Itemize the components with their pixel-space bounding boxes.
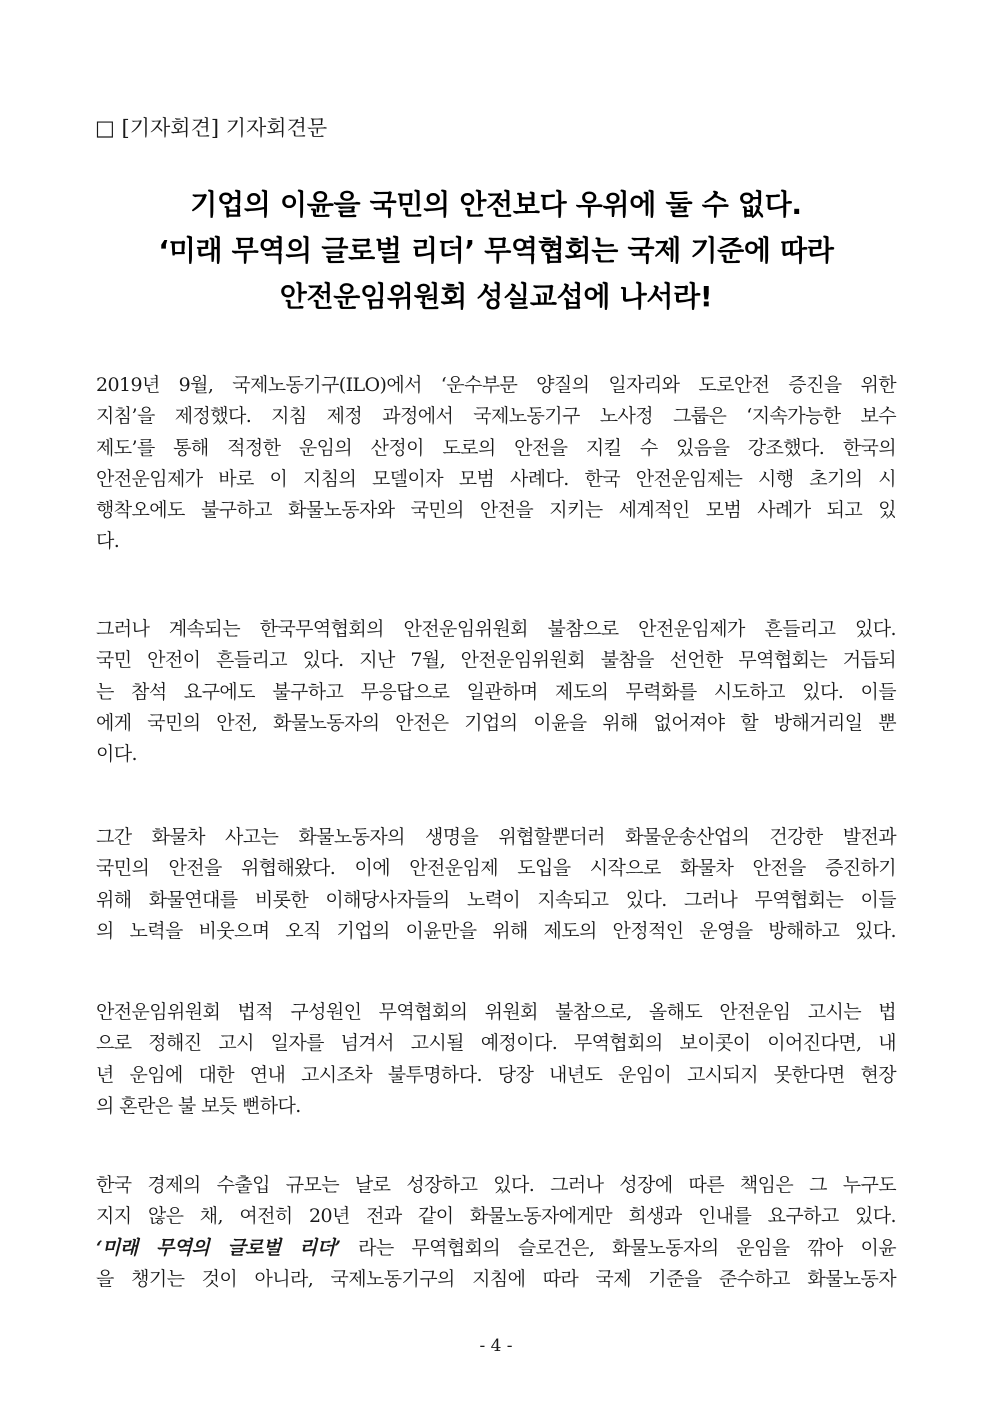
text-line: 2019년 9월, 국제노동기구(ILO)에서 ‘운수부문 양질의 일자리와 도로안전 증진을 위한 — [96, 374, 896, 396]
paragraph-5 — [96, 1170, 896, 1295]
text-line: 년 운임에 대한 연내 고시조차 불투명하다. 당장 내년도 운임이 고시되지 못한다면 현장 — [96, 1063, 896, 1086]
text-line: 국민의 안전을 위협해왔다. 이에 안전운임제 도입을 시작으로 화물차 안전을 증진하기 — [96, 857, 896, 880]
text-line: 그간 화물차 사고는 화물노동자의 생명을 위협할뿐더러 화물운송산업의 건강한 발전과 — [96, 826, 896, 848]
text-line: 그러나 계속되는 한국무역협회의 안전운임위원회 불참으로 안전운임제가 흔들리고 있다. — [96, 618, 896, 640]
document-title — [0, 182, 992, 320]
text-line: 위해 화물연대를 비롯한 이해당사자들의 노력이 지속되고 있다. 그러나 무역협회는 이들 — [96, 888, 896, 911]
title-line: 안전운임위원회 성실교섭에 나서라! — [279, 280, 713, 313]
text-line: 지지 않은 채, 여전히 20년 전과 같이 화물노동자에게만 희생과 인내를 요구하고 있다. — [96, 1205, 896, 1228]
paragraph-4 — [96, 997, 896, 1122]
paragraph-2 — [96, 614, 896, 770]
title-line: ‘미래 무역의 글로벌 리더’ 무역협회는 국제 기준에 따라 — [158, 234, 834, 267]
paragraph-3 — [96, 822, 896, 947]
title-line: 기업의 이윤을 국민의 안전보다 우위에 둘 수 없다. — [190, 188, 802, 221]
text-line: 지침’을 제정했다. 지침 제정 과정에서 국제노동기구 노사정 그룹은 ‘지속가능한 보수 — [96, 405, 896, 428]
page-number: - 4 - — [479, 1336, 513, 1356]
trade-association-slogan: ‘미래 무역의 글로벌 리더’ — [96, 1236, 341, 1259]
text-line: 다. — [96, 530, 120, 553]
text-line: 행착오에도 불구하고 화물노동자와 국민의 안전을 지키는 세계적인 모범 사례가 되고 있 — [96, 499, 896, 522]
text-line-with-slogan — [96, 1233, 896, 1264]
text-line: 는 참석 요구에도 불구하고 무응답으로 일관하며 제도의 무력화를 시도하고 있다. 이들 — [96, 680, 896, 703]
text-line: 의 노력을 비웃으며 오직 기업의 이윤만을 위해 제도의 안정적인 운영을 방해하고 있다. — [96, 919, 896, 942]
text-segment: 라는 무역협회의 슬로건은, 화물노동자의 운임을 깎아 이윤 — [340, 1236, 896, 1259]
text-line: 안전운임위원회 법적 구성원인 무역협회의 위원회 불참으로, 올해도 안전운임 고시는 법 — [96, 1001, 896, 1023]
paragraph-1 — [96, 370, 896, 558]
text-line: 이다. — [96, 743, 137, 766]
text-line: 한국 경제의 수출입 규모는 날로 성장하고 있다. 그러나 성장에 따른 책임은 그 누구도 — [96, 1174, 896, 1196]
text-line: 국민 안전이 흔들리고 있다. 지난 7월, 안전운임위원회 불참을 선언한 무역협회는 거듭되 — [96, 649, 896, 672]
text-line: 에게 국민의 안전, 화물노동자의 안전은 기업의 이윤을 위해 없어져야 할 방해거리일 뿐 — [96, 711, 896, 734]
text-line: 제도’를 통해 적정한 운임의 산정이 도로의 안전을 지킬 수 있음을 강조했다. 한국의 — [96, 436, 896, 459]
text-line: 으로 정해진 고시 일자를 넘겨서 고시될 예정이다. 무역협회의 보이콧이 이어진다면, 내 — [96, 1032, 896, 1055]
text-line: 을 챙기는 것이 아니라, 국제노동기구의 지침에 따라 국제 기준을 준수하고 화물노동자 — [96, 1267, 896, 1290]
text-line: 의 혼란은 불 보듯 뻔하다. — [96, 1094, 301, 1117]
section-label: □ [기자회견] 기자회견문 — [95, 116, 328, 140]
text-line: 안전운임제가 바로 이 지침의 모델이자 모범 사례다. 한국 안전운임제는 시행 초기의 시 — [96, 467, 896, 490]
